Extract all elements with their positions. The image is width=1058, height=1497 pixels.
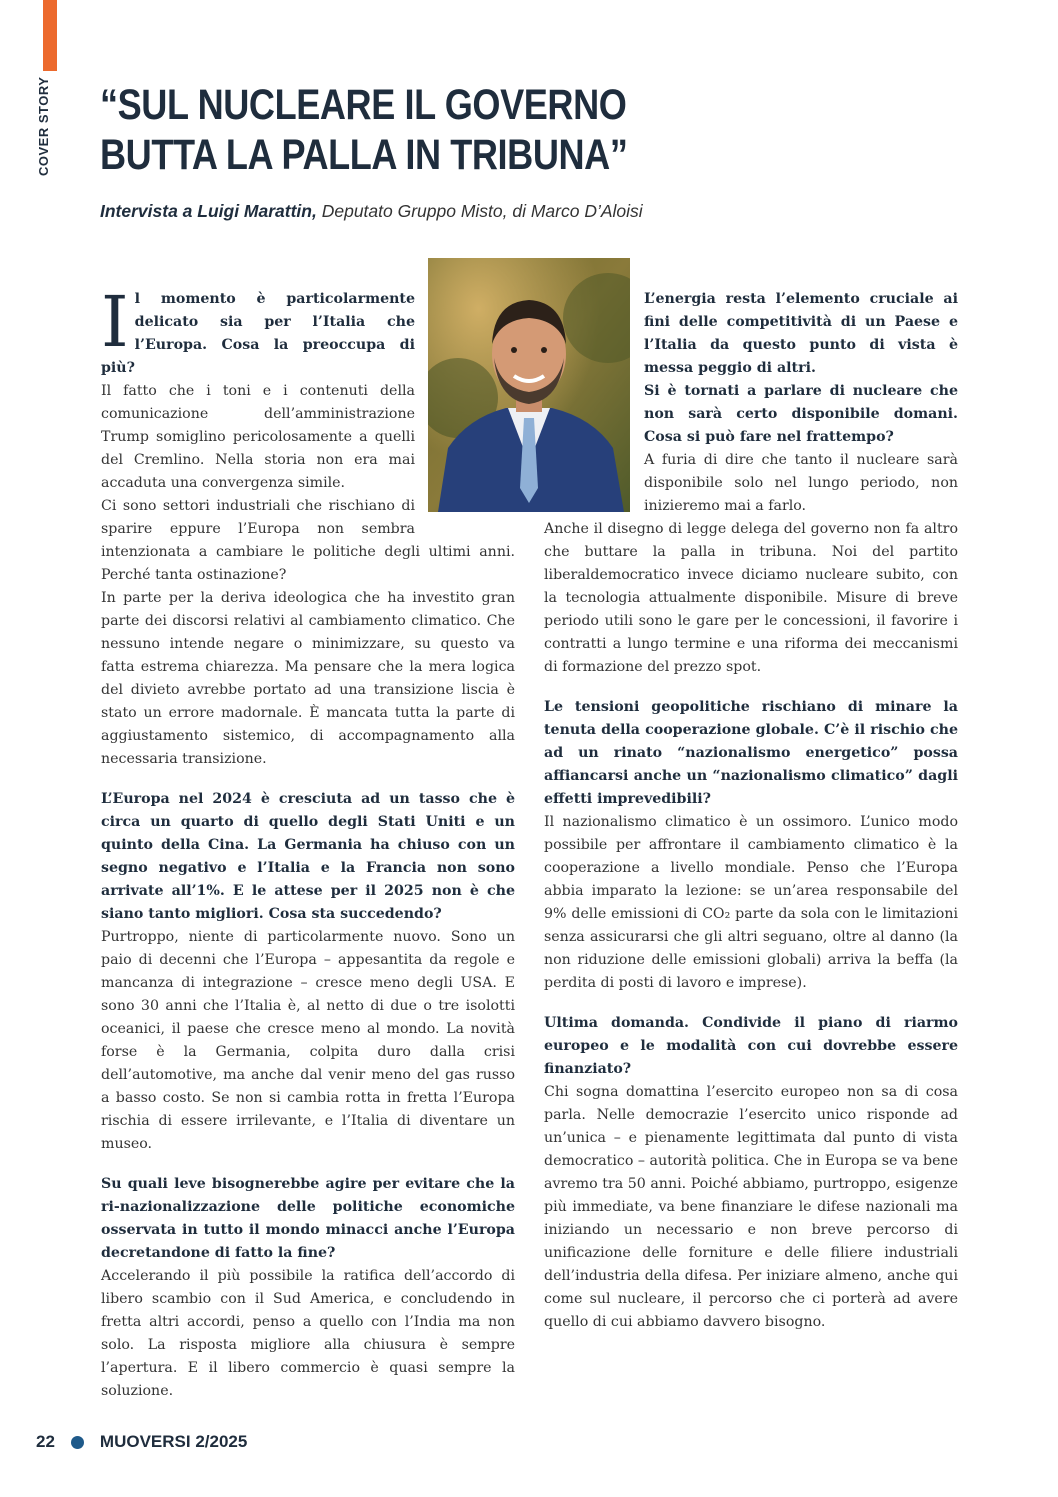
bullet-dot-icon [71,1436,84,1449]
magazine-issue: MUOVERSI 2/2025 [99,1432,248,1451]
right-column [544,288,958,1334]
question-4: Su quali leve bisognerebbe agire per evitare che la ri-nazionalizzazione delle politiche economiche osservata in tutto il mondo minacci anche l’Europa decretandone di fatto la fine? [101,1176,515,1261]
answer-5: A furia di dire che tanto il nucleare sarà disponibile solo nel lungo periodo, non inizieremo mai a farlo. [644,452,958,514]
byline-rest: Deputato Gruppo Misto, di Marco D’Aloisi [316,201,643,221]
page-footer [36,1432,247,1452]
left-column [101,281,515,1403]
headline [100,80,856,180]
answer-7: Chi sogna domattina l’esercito europeo non sa di cosa parla. Nelle democrazie l’esercito unico risponde ad un’unica – e pienamente legittimata dal punto di vista democratico – autorità politica. Che in Europa se va bene avremo tra 50 anni. Poiché abbiamo, purtroppo, esigenze più immediate, va bene finanziare le difese nazionali ma iniziando un necessario e non breve percorso di unificazione delle forniture e delle filiere industriali dell’industria della difesa. Per iniziare almeno, anche qui come sul nucleare, il percorso che ci porterà ad avere quello di cui abbiamo davvero bisogno. [544,1084,958,1330]
question-6: Le tensioni geopolitiche rischiano di minare la tenuta della cooperazione globale. C’è il rischio che ad un rinato “nazionalismo energetico” possa affiancarsi anche un “nazionalismo climatico” dagli effetti imprevedibili? [544,699,958,807]
answer-6: Il nazionalismo climatico è un ossimoro. L’unico modo possibile per affrontare il cambiamento climatico è la cooperazione a livello mondiale. Penso che l’Europa abbia imparato la lezione: se un’area responsabile del 9% delle emissioni di CO₂ parte da sola con le limitazioni senza assicurarsi che gli altri seguano, oltre al danno (la non riduzione delle emissioni globali) arriva la beffa (la perdita di posti di lavoro e imprese). [544,814,958,991]
answer-3: Purtroppo, niente di particolarmente nuovo. Sono un paio di decenni che l’Europa – appesantita da regole e mancanza di integrazione – cresce meno degli USA. E sono 30 anni che l’Italia è, al netto di due o tre isolotti oceanici, il paese che cresce meno al mondo. La novità forse è la Germania, colpita duro dalla crisi dell’automotive, ma anche dal venir meno del gas russo a basso costo. Se non si cambia rotta in fretta l’Europa rischia di essere irrilevante, e l’Italia di diventare un museo. [101,929,515,1152]
accent-bar [43,0,57,71]
question-7: Ultima domanda. Condivide il piano di riarmo europeo e le modalità con cui dovrebbe essere finanziato? [544,1015,958,1077]
answer-1: Il fatto che i toni e i contenuti della comunicazione dell’amministrazione Trump somiglino pericolosamente a quelli del Cremlino. Nella storia non era mai accaduta una convergenza simile. [101,383,415,491]
answer-4: Accelerando il più possibile la ratifica dell’accordo di libero scambio con il Sud America, e concludendo in fretta altri accordi, penso a quello con l’India ma non solo. La risposta migliore alla chiusura è sempre l’apertura. E il libero commercio è quasi sempre la soluzione. [101,1268,515,1399]
photo-wrap-spacer [415,288,515,535]
question-3: L’Europa nel 2024 è cresciuta ad un tasso che è circa un quarto di quello degli Stati Uniti e un quinto della Cina. La Germania ha chiuso con un segno negativo e l’Italia e la Francia non sono arrivate all’1%. E le attese per il 2025 non è che siano tanto migliori. Cosa sta succedendo? [101,791,515,922]
byline [100,201,643,222]
answer-2: In parte per la deriva ideologica che ha investito gran parte dei discorsi relativi al cambiamento climatico. Che nessuno intende negare o minimizzare, su questo va fatta estrema chiarezza. Ma pensare che la mera logica del divieto avrebbe portato ad una transizione liscia è stato un errore madornale. È mancata tutta la parte di aggiustamento sistemico, di accompagnamento alla necessaria transizione. [101,590,515,767]
photo-wrap-spacer-right [544,288,644,518]
question-1: l momento è particolarmente delicato sia per l’Italia che l’Europa. Cosa la preoccupa di più? [101,291,415,376]
byline-interviewee: Intervista a Luigi Marattin, [100,201,317,221]
headline-line-2: BUTTA LA PALLA IN TRIBUNA” [100,131,628,179]
section-label: COVER STORY [36,76,51,176]
answer-5b: Anche il disegno di legge delega del governo non fa altro che buttare la palla in tribuna. Noi del partito liberaldemocratico invece diciamo nucleare subito, con la tecnologia attualmente disponibile. Misure di breve periodo utili sono le gare per le concessioni, il favorire i contratti a lungo termine e una riforma dei meccanismi di formazione del prezzo spot. [544,521,958,675]
page-number: 22 [36,1432,55,1451]
drop-cap: I [101,281,129,363]
question-5: L’energia resta l’elemento cruciale ai fini delle competitività di un Paese e l’Italia da questo punto di vista è messa peggio di altri. [644,291,958,376]
question-5b: Si è tornati a parlare di nucleare che non sarà certo disponibile domani. Cosa si può fare nel frattempo? [644,383,958,445]
answer-1b: Ci sono settori industriali che rischiano di sparire eppure l’Europa non sembra intenzionata a cambiare le politiche degli ultimi anni. Perché tanta ostinazione? [101,498,515,583]
headline-line-1: “SUL NUCLEARE IL GOVERNO [100,81,627,129]
